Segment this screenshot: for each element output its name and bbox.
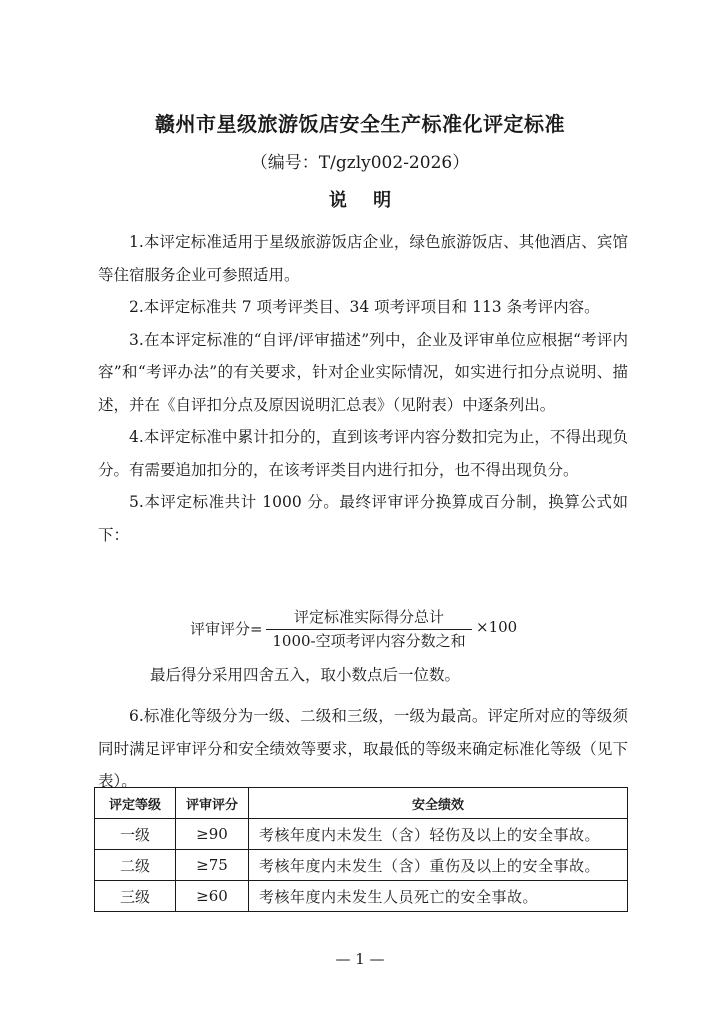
instructions-block-2 (98, 700, 628, 798)
score-formula (190, 606, 530, 656)
instructions-block-1 (98, 226, 628, 551)
header-performance: 安全绩效 (249, 788, 628, 819)
paragraph-3: 3.在本评定标准的“自评/评审描述”列中，企业及评审单位应根据“考评内容”和“考评办法”的有关要求，针对企业实际情况，如实进行扣分点说明、描述，并在《自评扣分点及原因说明汇总表》（见附表）中逐条列出。 (98, 330, 628, 414)
header-level: 评定等级 (95, 788, 176, 819)
table-header-row (95, 788, 628, 819)
paragraph-1: 1.本评定标准适用于星级旅游饭店企业，绿色旅游饭店、其他酒店、宾馆等住宿服务企业可参照适用。 (98, 233, 628, 284)
formula-multiplier: ×100 (476, 618, 518, 636)
paragraph-4: 4.本评定标准中累计扣分的，直到该考评内容分数扣完为止，不得出现负分。有需要追加扣分的，在该考评类目内进行扣分，也不得出现负分。 (98, 428, 628, 479)
cell-score: ≥60 (176, 881, 249, 912)
section-heading: 说 明 (328, 190, 402, 211)
cell-score: ≥75 (176, 850, 249, 881)
formula-fraction (266, 606, 472, 652)
grade-table (94, 787, 628, 912)
formula-label: 评审评分= (190, 620, 263, 638)
document-code: （编号：T/gzly002-2026） (250, 153, 470, 173)
cell-performance: 考核年度内未发生人员死亡的安全事故。 (249, 881, 628, 912)
table-row (95, 881, 628, 912)
rounding-note: 最后得分采用四舍五入，取小数点后一位数。 (150, 666, 461, 684)
cell-level: 三级 (95, 881, 176, 912)
table-row (95, 850, 628, 881)
cell-level: 一级 (95, 819, 176, 850)
cell-level: 二级 (95, 850, 176, 881)
paragraph-6: 6.标准化等级分为一级、二级和三级，一级为最高。评定所对应的等级须同时满足评审评分和安全绩效等要求，取最低的等级来确定标准化等级（见下表）。 (98, 707, 628, 790)
cell-performance: 考核年度内未发生（含）重伤及以上的安全事故。 (249, 850, 628, 881)
cell-score: ≥90 (176, 819, 249, 850)
cell-performance: 考核年度内未发生（含）轻伤及以上的安全事故。 (249, 819, 628, 850)
document-title: 赣州市星级旅游饭店安全生产标准化评定标准 (155, 112, 565, 136)
page-number: — 1 — (335, 950, 385, 968)
header-score: 评审评分 (176, 788, 249, 819)
formula-numerator: 评定标准实际得分总计 (266, 606, 472, 630)
paragraph-5: 5.本评定标准共计 1000 分。最终评审评分换算成百分制，换算公式如下： (98, 493, 628, 544)
formula-denominator: 1000-空项考评内容分数之和 (272, 632, 466, 650)
table-row (95, 819, 628, 850)
paragraph-2: 2.本评定标准共 7 项考评类目、34 项考评项目和 113 条考评内容。 (129, 298, 600, 316)
